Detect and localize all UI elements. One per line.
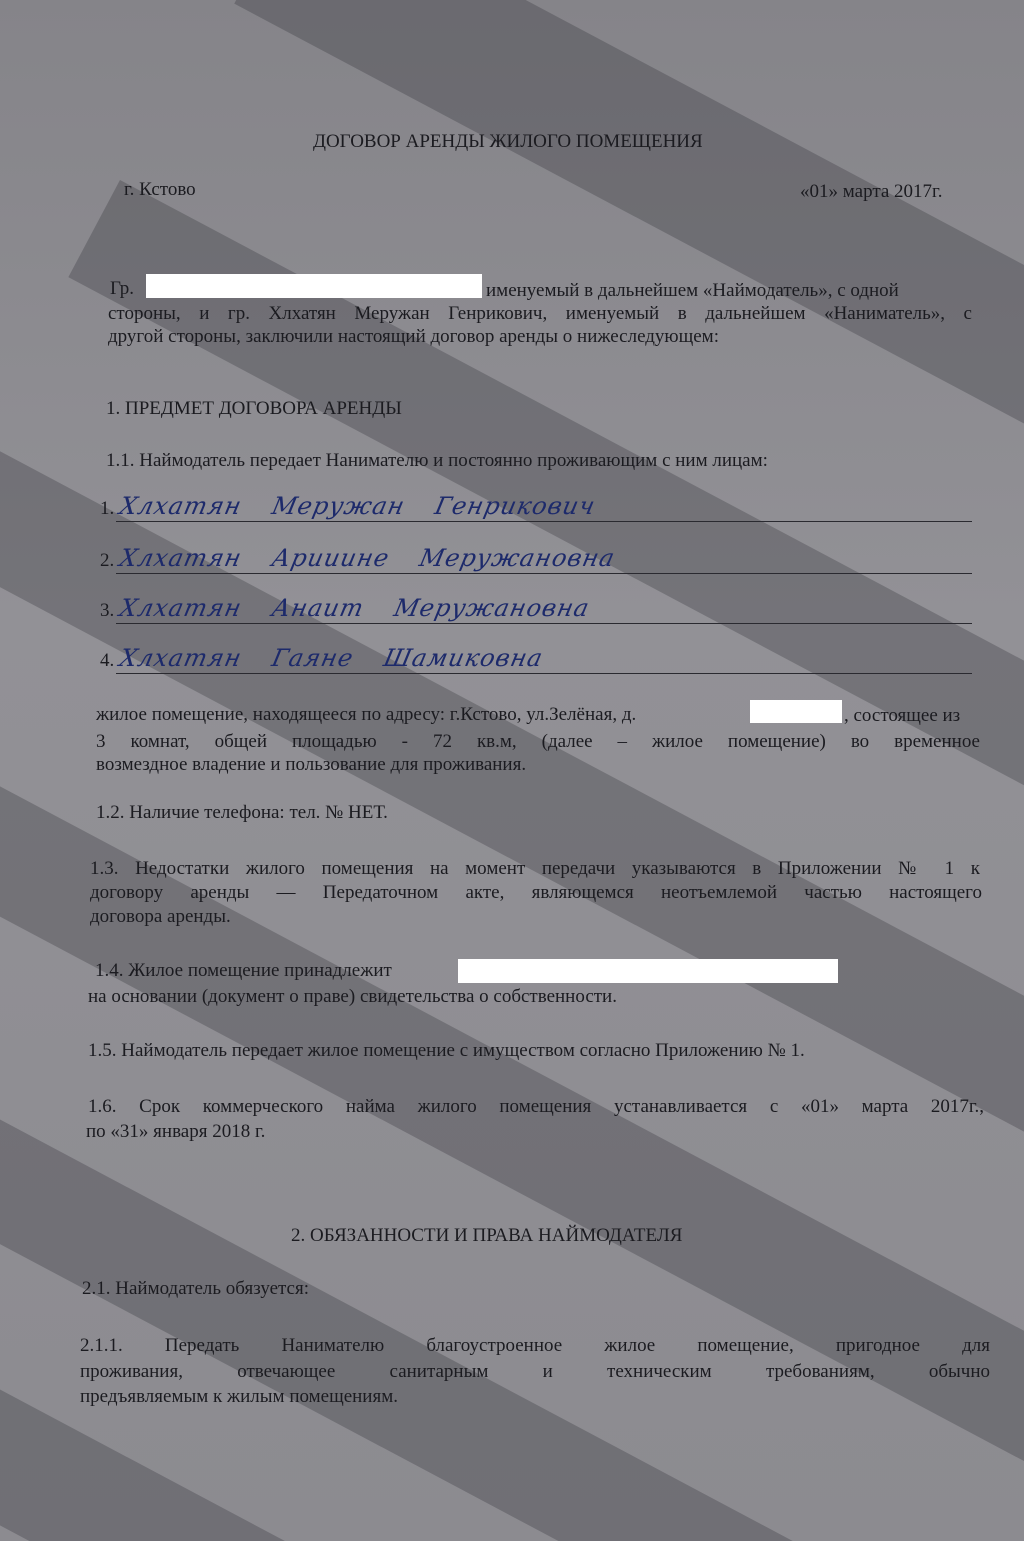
clause-2-1-1-line-2: проживания, отвечающее санитарным и техническим требованиям, обычно — [80, 1361, 990, 1382]
fill-in-line — [116, 521, 972, 522]
document-title: ДОГОВОР АРЕНДЫ ЖИЛОГО ПОМЕЩЕНИЯ — [313, 131, 703, 152]
intro-line-2: стороны, и гр. Хлхатян Меружан Генрикович, именуемый в дальнейшем «Наниматель», с — [108, 303, 972, 324]
address-line-2: 3 комнат, общей площадью - 72 кв.м, (далее – жилое помещение) во временное — [96, 731, 980, 752]
resident-number: 1. — [100, 498, 115, 519]
resident-handwritten-name: Хлхатян Анаит Меружановна — [117, 594, 593, 622]
fill-in-line — [116, 673, 972, 674]
resident-handwritten-name: Хлхатян Арииине Меружановна — [117, 544, 618, 572]
fill-in-line — [116, 573, 972, 574]
clause-1-6-line-1: 1.6. Срок коммерческого найма жилого помещения устанавливается с «01» марта 2017г., — [88, 1096, 984, 1117]
resident-row — [100, 594, 972, 624]
clause-1-3-line-1: 1.3. Недостатки жилого помещения на момент передачи указываются в Приложении № 1 к — [90, 858, 980, 879]
clause-1-2: 1.2. Наличие телефона: тел. № НЕТ. — [96, 802, 388, 823]
redaction-box — [146, 274, 482, 298]
address-line-3: возмездное владение и пользование для проживания. — [96, 754, 527, 775]
resident-number: 3. — [100, 600, 115, 621]
resident-row — [100, 544, 972, 574]
clause-1-5: 1.5. Наймодатель передает жилое помещение с имуществом согласно Приложению № 1. — [88, 1040, 805, 1061]
section-2-heading: 2. ОБЯЗАННОСТИ И ПРАВА НАЙМОДАТЕЛЯ — [291, 1225, 683, 1246]
intro-line-1: именуемый в дальнейшем «Наймодатель», с одной — [486, 280, 899, 301]
intro-line-3: другой стороны, заключили настоящий договор аренды о нижеследующем: — [108, 326, 719, 347]
clause-1-6-line-2: по «31» января 2018 г. — [86, 1121, 266, 1142]
fill-in-line — [116, 623, 972, 624]
contract-date: «01» марта 2017г. — [800, 181, 943, 202]
clause-1-1: 1.1. Наймодатель передает Нанимателю и постоянно проживающим с ним лицам: — [106, 450, 768, 471]
clause-1-4-line-2: на основании (документ о праве) свидетельства о собственности. — [88, 986, 617, 1007]
address-line-1: жилое помещение, находящееся по адресу: г.Кстово, ул.Зелёная, д. — [96, 704, 637, 725]
resident-number: 2. — [100, 550, 115, 571]
section-1-heading: 1. ПРЕДМЕТ ДОГОВОРА АРЕНДЫ — [106, 398, 402, 419]
intro-prefix: Гр. — [110, 278, 135, 299]
clause-1-3-line-2: договору аренды — Передаточном акте, являющемся неотъемлемой частью настоящего — [90, 882, 982, 903]
resident-handwritten-name: Хлхатян Меружан Генрикович — [117, 492, 599, 520]
clause-1-4-line-1: 1.4. Жилое помещение принадлежит — [95, 960, 392, 981]
resident-row — [100, 492, 972, 522]
clause-1-3-line-3: договора аренды. — [90, 906, 231, 927]
clause-2-1-1-line-3: предъявляемым к жилым помещениям. — [80, 1386, 398, 1407]
clause-2-1: 2.1. Наймодатель обязуется: — [82, 1278, 309, 1299]
resident-row — [100, 644, 972, 674]
redaction-box — [750, 700, 842, 723]
clause-2-1-1-line-1: 2.1.1. Передать Нанимателю благоустроенное жилое помещение, пригодное для — [80, 1335, 990, 1356]
resident-handwritten-name: Хлхатян Гаяне Шамиковна — [117, 644, 546, 672]
city: г. Кстово — [124, 179, 196, 200]
address-line-1-end: , состоящее из — [844, 705, 961, 726]
redaction-box — [458, 959, 838, 983]
resident-number: 4. — [100, 650, 115, 671]
